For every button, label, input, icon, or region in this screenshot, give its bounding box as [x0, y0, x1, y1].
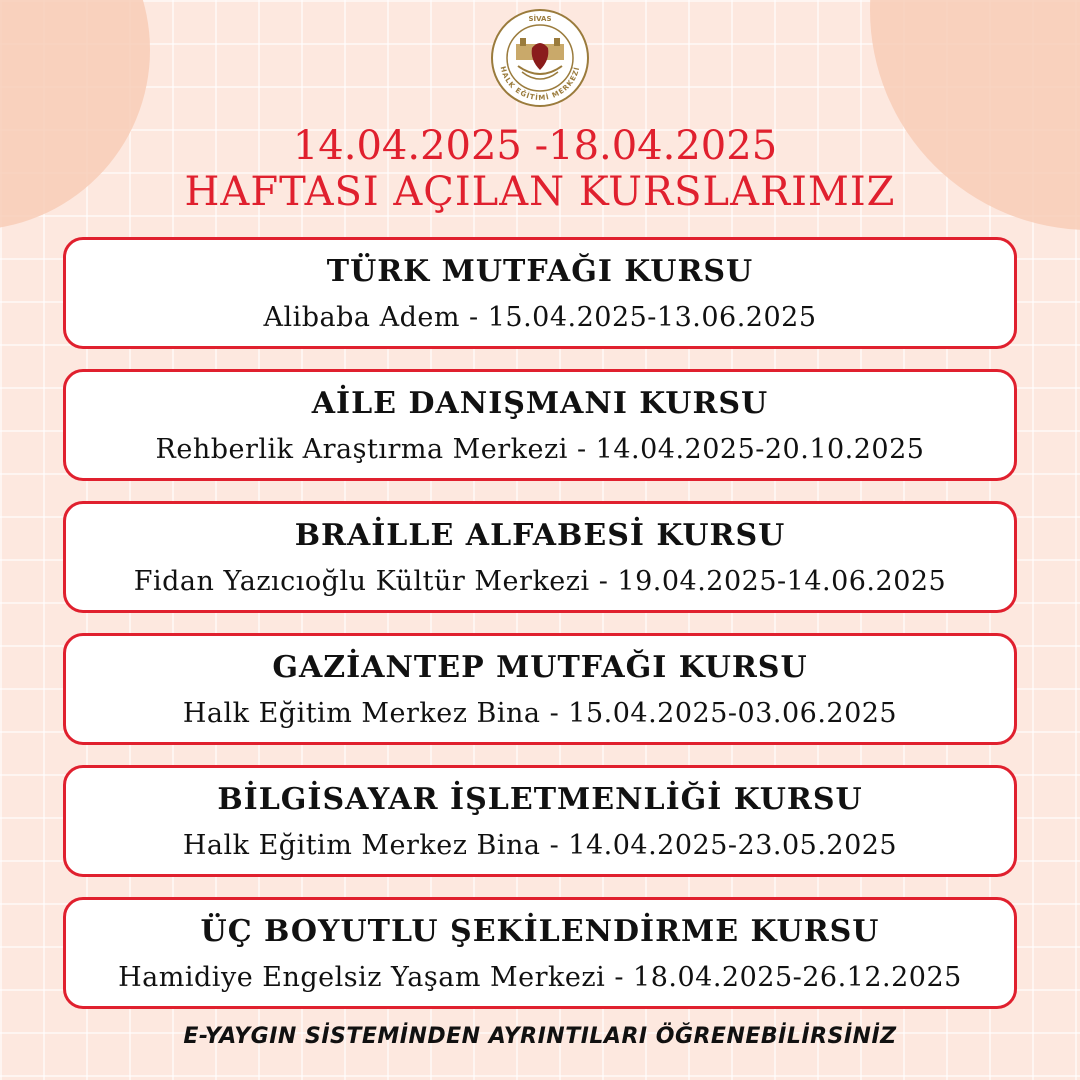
svg-text:HALK EĞİTİMİ MERKEZİ: HALK EĞİTİMİ MERKEZİ: [498, 65, 582, 103]
course-detail: Fidan Yazıcıoğlu Kültür Merkezi - 19.04.2025-14.06.2025: [133, 566, 947, 597]
course-card: [63, 237, 1017, 349]
course-detail: Alibaba Adem - 15.04.2025-13.06.2025: [263, 302, 817, 333]
course-title: AİLE DANIŞMANI KURSU: [311, 386, 769, 421]
course-card: [63, 501, 1017, 613]
page-title: [0, 120, 1080, 218]
course-detail: Halk Eğitim Merkez Bina - 15.04.2025-03.06.2025: [182, 698, 898, 729]
institution-logo: [490, 8, 590, 108]
svg-text:SİVAS: SİVAS: [528, 15, 552, 23]
course-title: BRAİLLE ALFABESİ KURSU: [294, 518, 786, 553]
course-card: [63, 369, 1017, 481]
course-list: [63, 237, 1017, 1029]
course-detail: Hamidiye Engelsiz Yaşam Merkezi - 18.04.2025-26.12.2025: [118, 962, 962, 993]
title-heading: HAFTASI AÇILAN KURSLARIMIZ: [184, 169, 896, 215]
course-card: [63, 897, 1017, 1009]
course-title: TÜRK MUTFAĞI KURSU: [326, 254, 754, 289]
course-card: [63, 765, 1017, 877]
course-title: ÜÇ BOYUTLU ŞEKİLENDİRME KURSU: [200, 914, 880, 949]
sivas-halk-egitimi-merkezi-seal-icon: [490, 8, 590, 108]
course-title: BİLGİSAYAR İŞLETMENLİĞİ KURSU: [217, 782, 863, 817]
footer-note: E-YAYGIN SİSTEMİNDEN AYRINTILARI ÖĞRENEBİLİRSİNİZ: [183, 1024, 897, 1049]
title-date-range: 14.04.2025 -18.04.2025: [292, 123, 778, 169]
course-card: [63, 633, 1017, 745]
course-detail: Rehberlik Araştırma Merkezi - 14.04.2025-20.10.2025: [155, 434, 925, 465]
course-title: GAZİANTEP MUTFAĞI KURSU: [272, 650, 808, 685]
course-detail: Halk Eğitim Merkez Bina - 14.04.2025-23.05.2025: [182, 830, 898, 861]
